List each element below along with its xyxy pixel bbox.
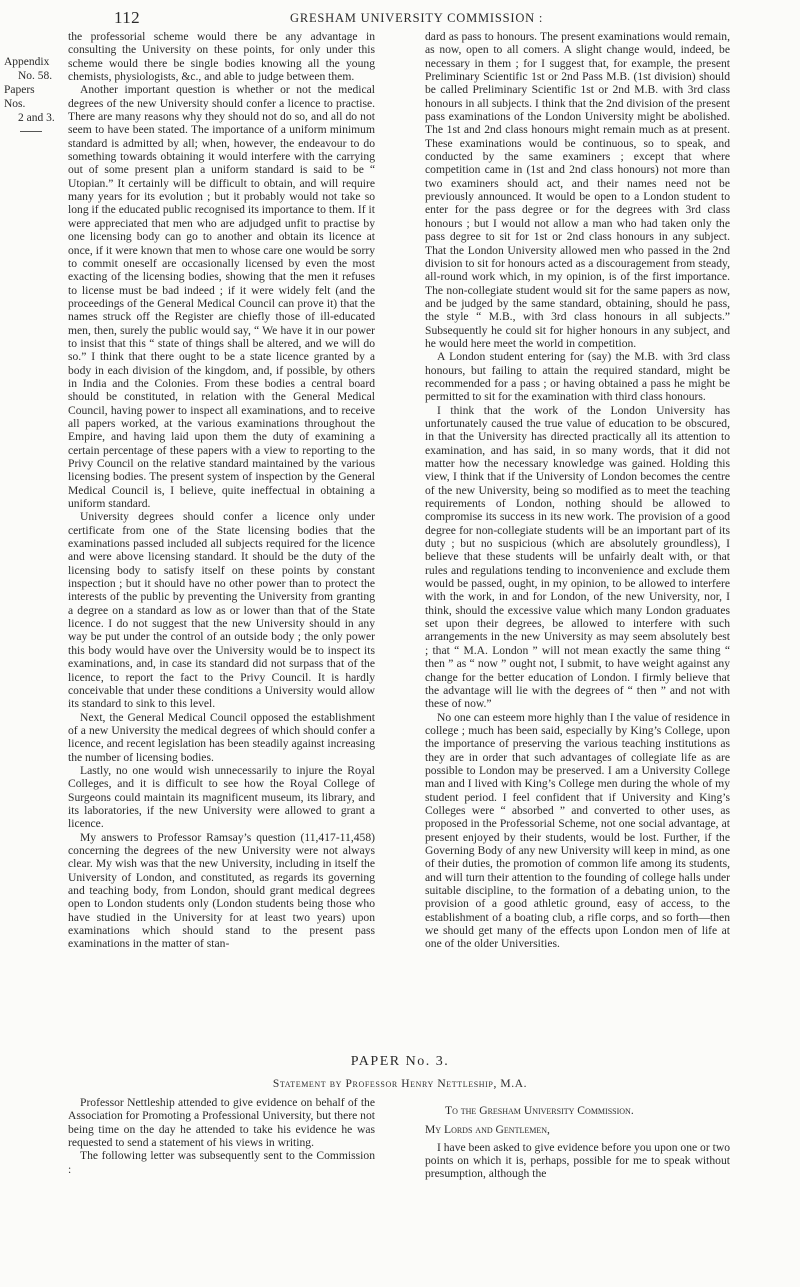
paragraph: I think that the work of the London University has unfortunately caused the true value of education to be obscured, in that the University has directed practically all its attention to examination, and has said, in so many words, that it did not matter how the necessary knowledge was gained. Holding this view, I think that if the University of London becomes the centre of the new University, being so modified as to meet the teaching requirements of London, nothing should be allowed to compromise its success in its new work. The provision of a good degree for non-collegiate students will be an important part of its duty ; but no suspicious (which are absolutely groundless), I believe that these students will be unfairly dealt with, or that rules and regulations tending to inconvenience and exclude them would be passed, ought, in my opinion, to be allowed to interfere with the work, in and for London, of the new University, nor, I think, should the excessive value which many London graduates set upon their degrees, be allowed to interfere with such arrangements in the new University as may seem absolutely best ; that “ M.A. London ” will not mean exactly the same thing “ then ” as “ now ” ought not, I submit, to have weight against any change for the better education of London. I firmly believe that the advantage will lie with the degrees of “ then ” and not with these of now.” (425, 403, 730, 711)
paragraph: No one can esteem more highly than I the value of residence in college ; much has been said, especially by King’s College, upon the importance of preserving the various teaching institutions as they are in order that such advantages of collegiate life as are possible to London may be preserved. I am a University College man and I lived with King’s College men during the whole of my student period. I feel confident that if University and King’s Colleges were “ absorbed ” and converted to other uses, as proposed in the Professorial Scheme, not one social advantage, at present enjoyed by their students, would be lost. Further, if the Governing Body of any new University will keep in mind, as one of their duties, the promotion of common life among its students, and will turn their attention to the founding of college halls under suitable discipline, to the formation of a debating union, to the provision of a good athletic ground, easy of access, to the establishment of a boating club, a rifle corps, and so forth—then we should get many of the effects upon London men of life at one of the older Universities. (425, 710, 730, 951)
paragraph: Lastly, no one would wish unnecessarily to injure the Royal Colleges, and it is difficult to see how the Royal College of Surgeons could maintain its magnificent museum, its library, and its laboratories, if the new University were allowed to grant a licence. (68, 763, 375, 831)
margin-note-line: Papers Nos. (4, 84, 35, 110)
margin-note-line: 2 and 3. (18, 112, 55, 124)
page-number: 112 (114, 8, 141, 27)
statement-right-column (425, 1104, 730, 1181)
right-column (425, 30, 730, 951)
paper-heading: PAPER No. 3. (350, 1054, 450, 1069)
running-title: GRESHAM UNIVERSITY COMMISSION : (290, 11, 544, 25)
statement-prefix: Statement by Professor (272, 1078, 398, 1090)
statement-heading (0, 1078, 800, 1090)
paragraph: dard as pass to honours. The present examinations would remain, as now, open to all comers. A slight change would, indeed, be necessary in them ; for I suggest that, for example, the present Preliminary Scientific 1st or 2nd Pass M.B. (1st division) should be called Preliminary Scientific 1st or 2nd M.B. with 3rd class honours in all subjects. I think that the 2nd division of the present pass examinations of the London University might be abolished. The 1st and 2nd class honours might remain much as at present. These examinations would be continuous, so to speak, and conducted by the same examiners ; except that where competition came in (1st and 2nd class honours) not more than two examiners should act, and their names need not be previously announced. It would be open to a London student to enter for the pass degree or for the degrees with 3rd class honours ; but I would not allow a man who had taken only the pass degree to sit for 1st or 2nd class honours in any subject. That the London University allowed men who passed in the 2nd division to sit for honours acted as a discouragement from steady, all-round work which, in my opinion, is of the first importance. The non-collegiate student would sit for the same papers as now, and be judged by the same standard, obtaining, should he pass, the style “ M.B., with 3rd class honours in all subjects.” Subsequently he could sit for higher honours in any subject, and he would here meet the world in competition. (425, 30, 730, 350)
paragraph: Next, the General Medical Council opposed the establishment of a new University the medical degrees of which should confer a licence, and recent legislation has been steadily against increasing the number of licensing bodies. (68, 710, 375, 764)
paragraph: The following letter was subsequently sent to the Commission : (68, 1149, 375, 1176)
margin-divider (20, 131, 42, 132)
letter-salutation: My Lords and Gentlemen, (425, 1123, 550, 1137)
statement-name: Henry Nettleship, M.A. (401, 1078, 528, 1090)
paragraph: I have been asked to give evidence before you upon one or two points on which it is, perhaps, possible for me to speak without presumption, although the (425, 1140, 730, 1181)
paragraph: Professor Nettleship attended to give evidence on behalf of the Association for Promoting a Professional University, but there not being time on the day he attended to take his evidence he was requested to send a statement of his views in writing. (68, 1096, 375, 1150)
paragraph: My answers to Professor Ramsay’s question (11,417-11,458) concerning the degrees of the new University were not always clear. My wish was that the new University, including in itself the University of London, and constituted, as regards its governing and teaching body, from London, should grant medical degrees open to London students only (London students being those who have studied in the University for at least two years) upon examinations which should stand to the present pass examinations in the matter of stan- (68, 830, 375, 951)
margin-note-line: No. 58. (18, 70, 53, 82)
letter-addressee: To the Gresham University Commission. (445, 1104, 634, 1117)
running-head (0, 8, 800, 28)
paragraph: Another important question is whether or not the medical degrees of the new University should confer a licence to practise. There are many reasons why they should not do so, and all do not seem to have been stated. The importance of a uniform minimum standard is admitted by all; when, however, the endeavour to do something towards obtaining it would interfere with the carrying out of some present plan a uniform standard is said to be “ Utopian.” It certainly will be difficult to obtain, and will require many years for its evolution ; but it probably would not take so long if the educated public recognised its importance to them. If it were appreciated that men who are adjudged unfit to practise by one licensing body can go to another and obtain its licence at once, if it were known that men to whose care one would be sorry to commit oneself are occasionally licensed by even the most exacting of the licensing bodies, showing that the men it refuses to license must be bad indeed ; if it were widely felt (and the proceedings of the General Medical Council can prove it) that the names struck off the Register are chiefly those of ill-educated men, then, surely the public would say, “ We have it in our power to insist that this “ state of things shall be altered, and we will do so.” I think that there ought to be a state licence granted by a body in each division of the kingdom, and, if possible, by others in India and the Colonies. From these bodies a central board should be constituted, in relation with the General Medical Council, having power to inspect all examinations, and to receive all papers worked, at the various examinations throughout the Empire, and having laid upon them the duty of examining a certain percentage of these papers with a view to reporting to the Privy Council on the relative standard maintained by the various licensing bodies. The present system of inspection by the General Medical Council is, I believe, quite ineffectual in obtaining a uniform standard. (68, 83, 375, 511)
left-column (68, 30, 375, 951)
margin-note-line: Appendix (4, 56, 50, 68)
statement-left-column (68, 1096, 375, 1176)
paragraph: the professorial scheme would there be any advantage in consulting the University on these points, for only under this scheme would there be single bodies knowing all the young chemists, physiologists, &c., and able to judge between them. (68, 30, 375, 84)
paragraph: University degrees should confer a licence only under certificate from one of the State licensing bodies that the examinations passed included all subjects required for the licence and were above licensing standard. It should be the duty of the licensing body to satisfy itself on these points by constant inspection ; but it should have no other power than to protect the interests of the public by preventing the University from granting a degree on a standard as low as or lower than that of the State licence. I do not suggest that the new University should in any way be put under the control of an outside body ; the only power this body would have over the University would be to inspect its examinations, and, in case its standard did not surpass that of the licence, to report the fact to the Privy Council. It is hardly conceivable that under these conditions a University would allow its standard to sink to this level. (68, 510, 375, 711)
margin-note (4, 55, 58, 132)
paragraph: A London student entering for (say) the M.B. with 3rd class honours, but failing to attain the required standard, might be recommended for a pass ; or having obtained a pass he might be permitted to sit for the examination with third class honours. (425, 350, 730, 404)
